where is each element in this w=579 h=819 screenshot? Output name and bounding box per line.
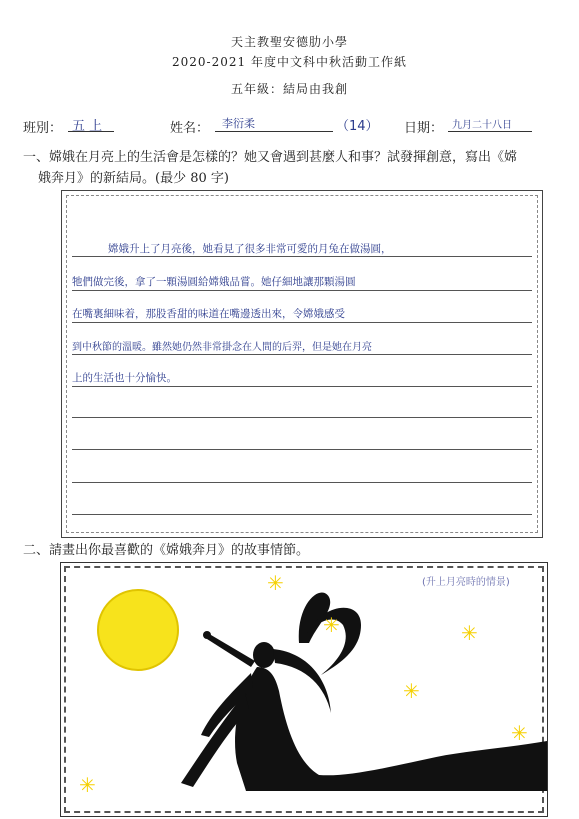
question-1-line-1: 一、嫦娥在月亮上的生活會是怎樣的？她又會遇到甚麼人和事？試發揮創意，寫出《嫦	[23, 150, 518, 165]
name-label: 姓名：	[170, 121, 210, 136]
star-icon: ✳	[323, 613, 340, 637]
writing-line	[72, 322, 532, 323]
class-label: 班別：	[23, 121, 63, 136]
date-underline	[448, 131, 532, 132]
star-icon: ✳	[403, 679, 420, 703]
moon-icon	[98, 590, 178, 670]
worksheet-title: 五年級：結局由我創	[230, 82, 348, 96]
writing-line	[72, 354, 532, 355]
date-label: 日期：	[404, 121, 444, 136]
question-2: 二、請畫出你最喜歡的《嫦娥奔月》的故事情節。	[23, 543, 310, 558]
star-icon: ✳	[511, 721, 528, 745]
drawing-illustration	[61, 563, 547, 816]
writing-line	[72, 386, 532, 387]
star-icon: ✳	[267, 571, 284, 595]
writing-line	[72, 449, 532, 450]
star-icon: ✳	[461, 621, 478, 645]
star-icon: ✳	[79, 773, 96, 797]
drawing-box	[60, 562, 548, 817]
change-silhouette-icon	[181, 593, 547, 791]
class-underline	[68, 131, 114, 132]
worksheet-subtitle: 2020-2021 年度中文科中秋活動工作紙	[172, 55, 407, 69]
answer-line: 牠們做完後，拿了一顆湯圓給嫦娥品嘗。她仔細地讓那顆湯圓	[72, 276, 356, 288]
answer-line: 到中秋節的溫暖。雖然她仍然非常掛念在人間的后羿，但是她在月亮	[72, 342, 372, 353]
writing-line	[72, 514, 532, 515]
drawing-caption: (升上月亮時的情景)	[422, 577, 510, 588]
answer-line: 上的生活也十分愉快。	[72, 372, 177, 384]
question-1-line-2: 娥奔月》的新結局。(最少 80 字)	[38, 171, 229, 186]
writing-line	[72, 290, 532, 291]
writing-line	[72, 482, 532, 483]
name-value: 李衍柔	[222, 117, 255, 130]
answer-line: 嫦娥升上了月亮後，她看見了很多非常可愛的月兔在做湯圓，	[108, 243, 392, 255]
school-name: 天主教聖安德肋小學	[230, 35, 348, 49]
name-underline	[215, 131, 333, 132]
student-number: （14）	[336, 119, 379, 134]
writing-line	[72, 256, 532, 257]
date-value: 九月二十八日	[452, 120, 512, 131]
class-value: 五 上	[72, 119, 103, 134]
answer-line: 在嘴裏細味着，那股香甜的味道在嘴邊透出來，令嫦娥感受	[72, 308, 345, 320]
writing-line	[72, 417, 532, 418]
